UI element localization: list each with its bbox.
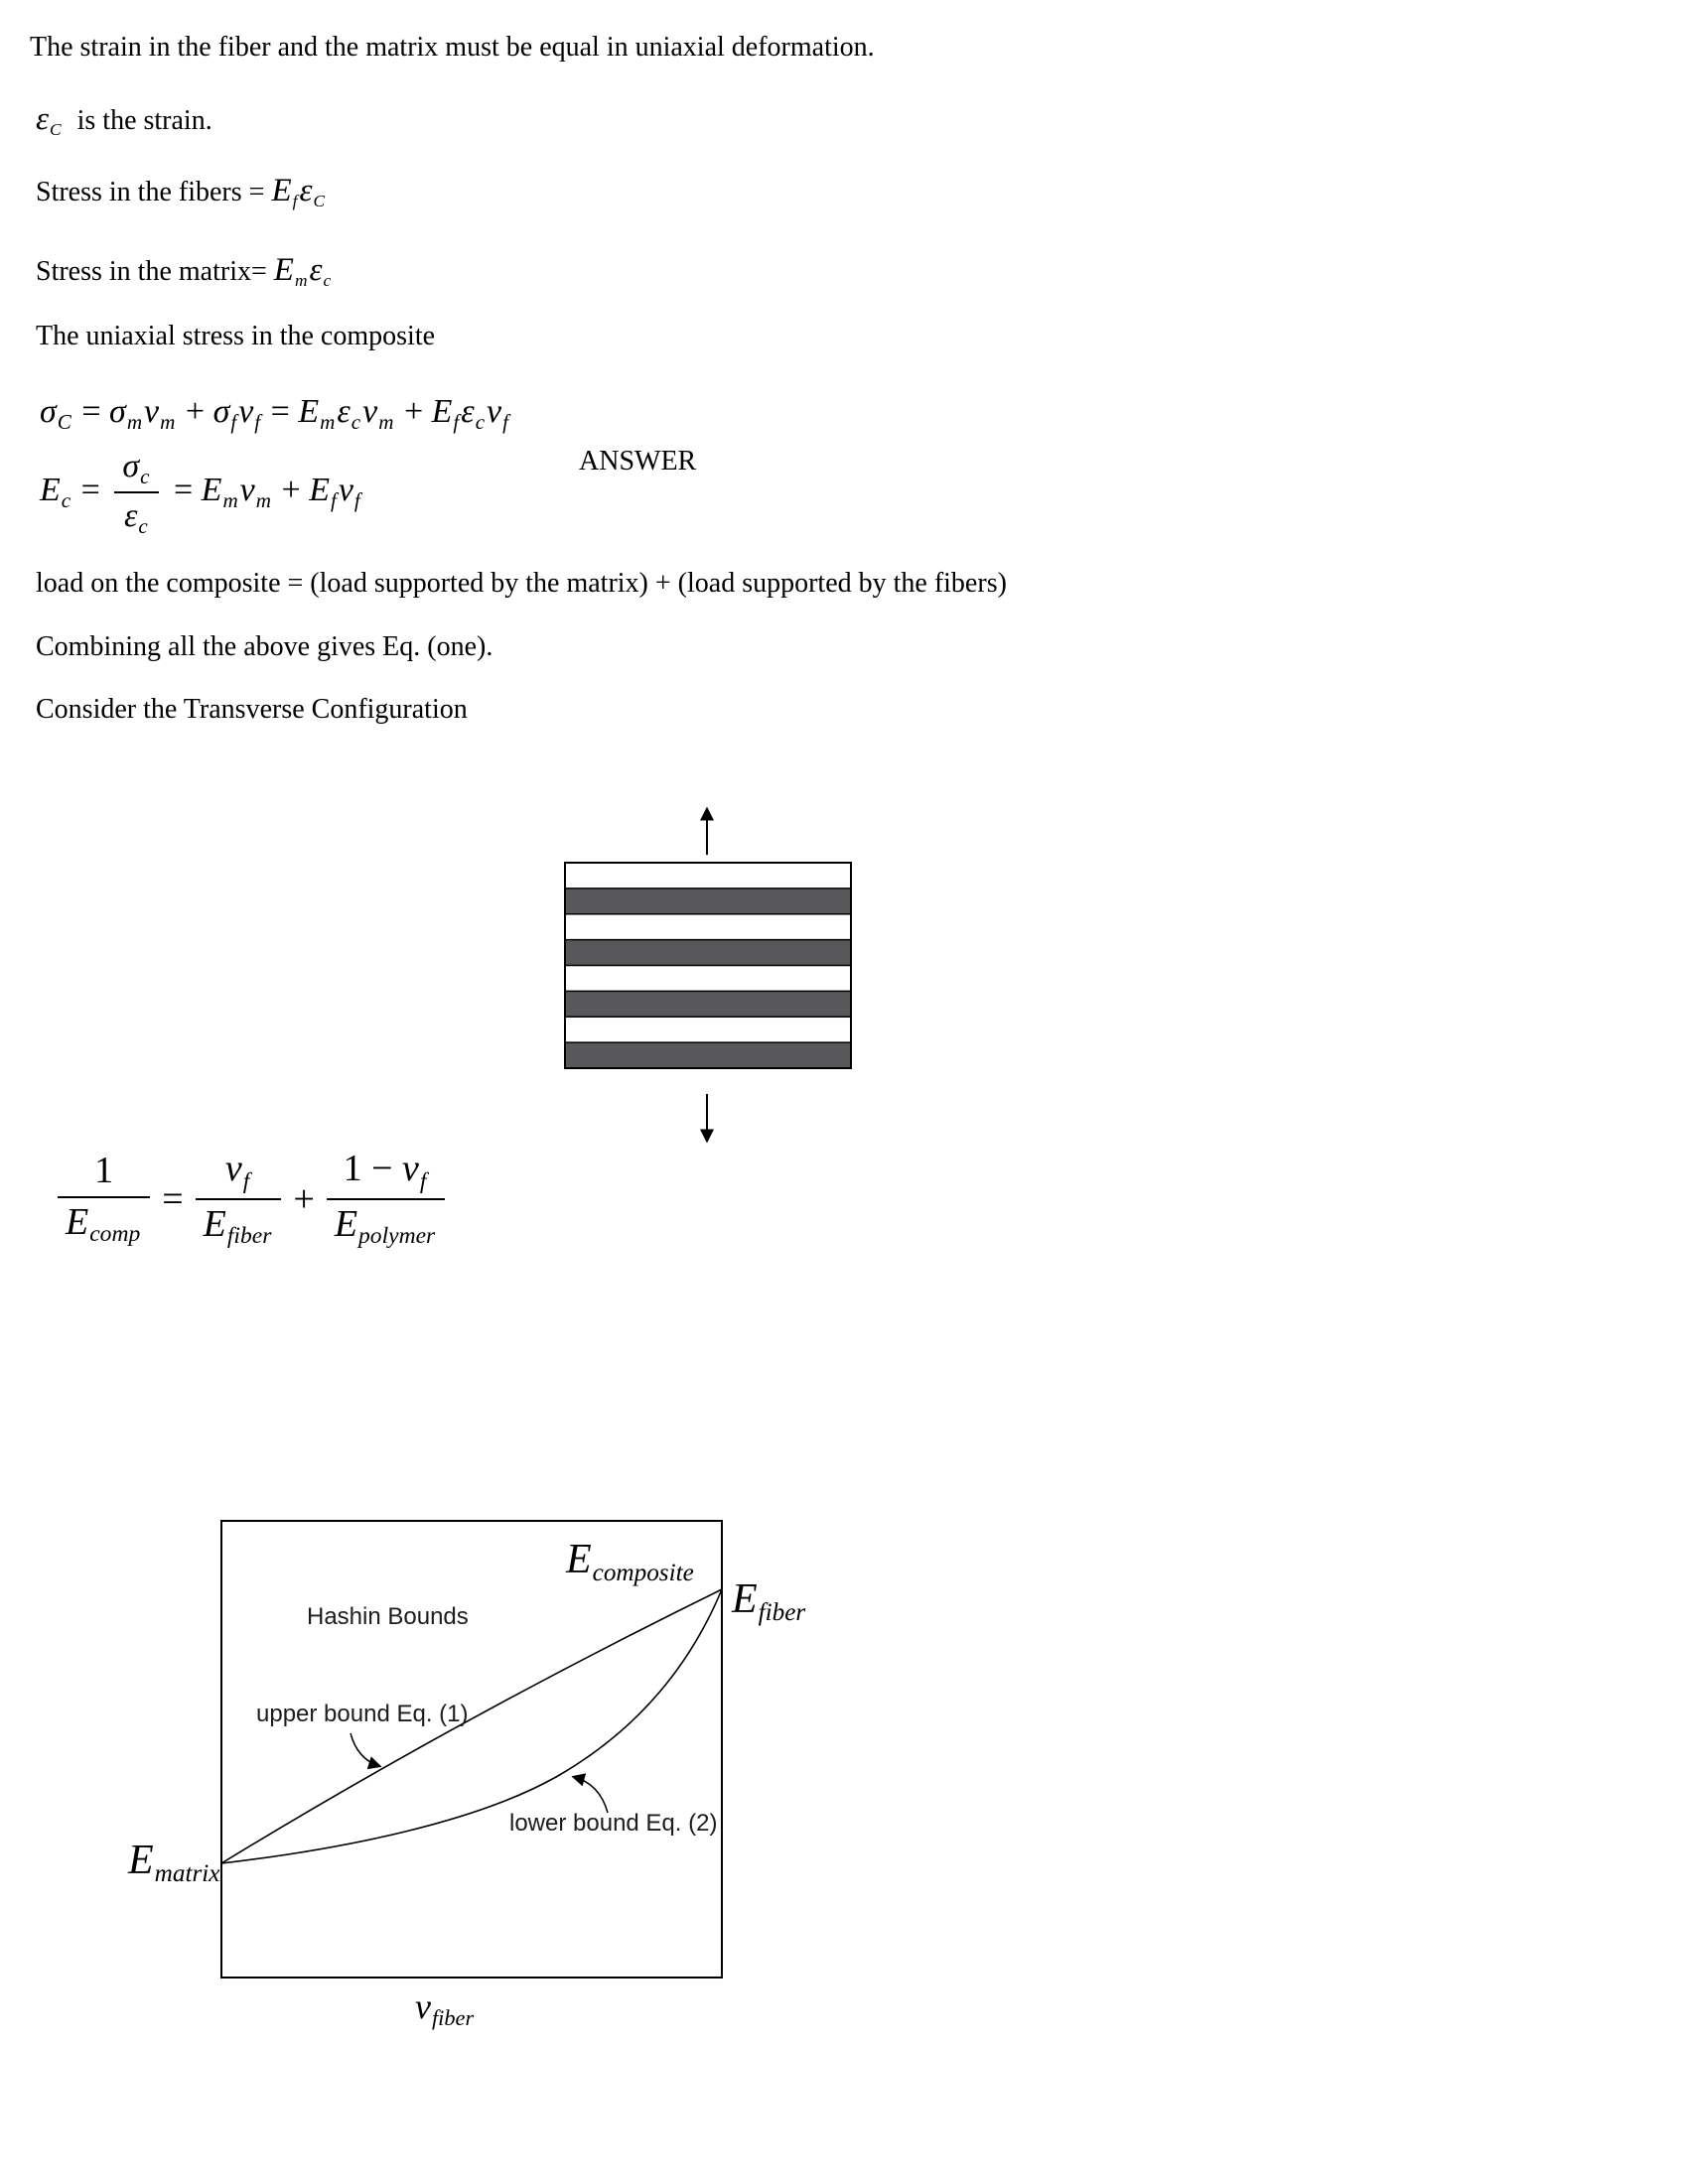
- frac-1-minus-vf-over-Epolymer: [327, 1148, 445, 1250]
- lower-bound-pointer-arrow: [574, 1777, 608, 1813]
- frac1-denominator: $E_{comp}$: [66, 1200, 141, 1248]
- load-balance-statement: load on the composite = (load supported by the matrix) + (load supported by the fibers): [36, 568, 1007, 599]
- composite-modulus-equation: [40, 447, 362, 538]
- stress-matrix-equation: Stress in the matrix= $E_m\varepsilon_c$: [36, 252, 332, 290]
- upper-bound-label: upper bound Eq. (1): [256, 1701, 469, 1727]
- upper-bound-pointer-arrow: [351, 1733, 379, 1766]
- frac-vf-over-Efiber: [196, 1148, 282, 1250]
- ec-lead: $E_c$ =: [40, 472, 109, 512]
- plus-sign: +: [293, 1177, 315, 1220]
- ec-tail: = $E_mv_m + E_fv_f$: [165, 472, 360, 512]
- specimen-figure: [536, 784, 894, 1161]
- frac-1-over-Ecomp: [58, 1150, 150, 1248]
- transverse-heading: Consider the Transverse Configuration: [36, 694, 468, 725]
- answer-label: ANSWER: [579, 446, 697, 477]
- specimen-rectangle: [565, 863, 851, 1068]
- ec-fraction-numerator: $\sigma_c$: [114, 447, 159, 493]
- hashin-graph: [119, 1489, 854, 2045]
- label-e-fiber: $E_{fiber}$: [732, 1576, 806, 1627]
- epsilon-definition: $\varepsilon_C$ is the strain.: [36, 101, 212, 139]
- graph-frame: [221, 1521, 722, 1978]
- frac1-numerator: 1: [58, 1150, 150, 1198]
- transverse-modulus-equation: [52, 1148, 451, 1250]
- sigma-composite-equation: $\sigma_C = \sigma_mv_m + \sigma_fv_f = E_m\varepsilon_cv_m + E_f\varepsilon_cv_f$: [40, 393, 508, 434]
- stress-fibers-equation: Stress in the fibers = $E_f\varepsilon_C$: [36, 173, 326, 210]
- stripe: [565, 991, 851, 1017]
- equals-sign: =: [162, 1177, 184, 1220]
- stripe: [565, 1042, 851, 1068]
- ec-fraction: [114, 447, 159, 538]
- label-e-composite: $E_{composite}$: [566, 1537, 694, 1587]
- stripe: [565, 888, 851, 914]
- frac3-denominator: $E_{polymer}$: [334, 1202, 436, 1250]
- lower-bound-label: lower bound Eq. (2): [509, 1810, 718, 1837]
- hashin-bounds-title: Hashin Bounds: [307, 1603, 469, 1630]
- strain-statement: The strain in the fiber and the matrix must be equal in uniaxial deformation.: [30, 32, 875, 63]
- combining-statement: Combining all the above gives Eq. (one).: [36, 631, 493, 662]
- frac2-numerator: $v_f$: [196, 1148, 282, 1200]
- ec-fraction-denominator: $\varepsilon_c$: [124, 496, 148, 538]
- label-e-matrix: $E_{matrix}$: [128, 1838, 220, 1888]
- stripe: [565, 940, 851, 966]
- uniaxial-stress-statement: The uniaxial stress in the composite: [36, 321, 436, 351]
- label-v-fiber: $v_{fiber}$: [415, 1986, 475, 2031]
- frac2-denominator: $E_{fiber}$: [203, 1202, 272, 1250]
- frac3-numerator: $1 - v_f$: [327, 1148, 445, 1200]
